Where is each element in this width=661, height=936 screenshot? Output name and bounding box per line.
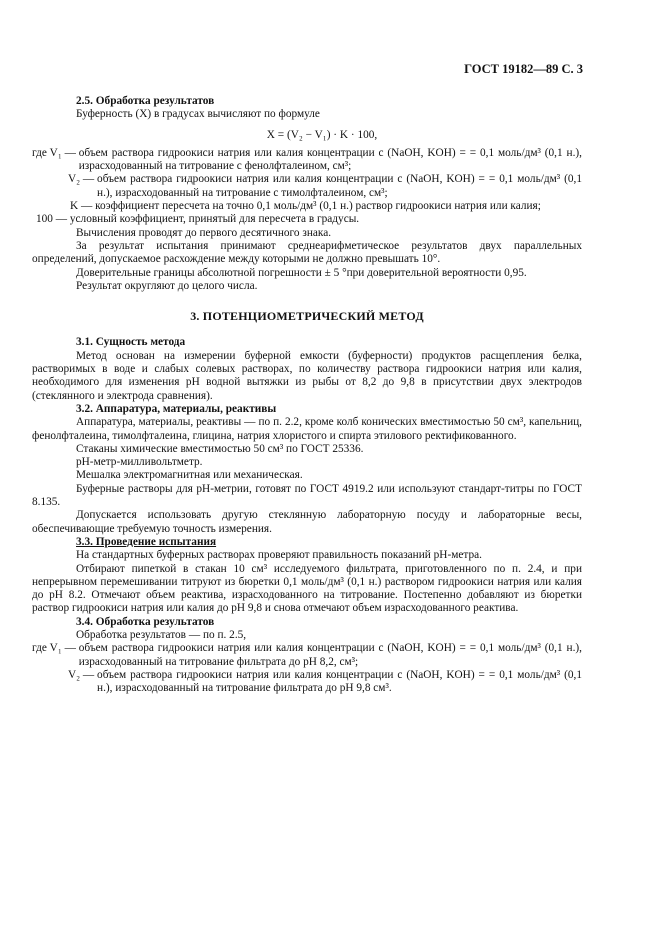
formula: X = (V₂ − V₁) · K · 100,	[266, 128, 378, 141]
paragraph: Стаканы химические вместимостью 50 см³ по ГОСТ 25336.	[76, 442, 364, 455]
definition-v1	[32, 147, 582, 174]
definition-text: объем раствора гидроокиси натрия или калия концентрации c (NaOH, KOH) = = 0,1 моль/дм³ (0,1 н.), израсходованный на титрование с тимолфталеином, см³;	[97, 173, 582, 199]
definition-label: где V₁ —	[32, 146, 79, 159]
definition-v2	[32, 669, 582, 696]
paragraph: Мешалка электромагнитная или механическая.	[76, 469, 303, 482]
section-3-title: 3. ПОТЕНЦИОМЕТРИЧЕСКИЙ МЕТОД	[190, 309, 424, 324]
definition-label: где V₁ —	[32, 642, 79, 655]
section-3-4-title: 3.4. Обработка результатов	[76, 615, 215, 628]
definition-100	[32, 213, 582, 226]
document-body	[32, 95, 582, 695]
section-3-2-title: 3.2. Аппаратура, материалы, реактивы	[76, 402, 277, 415]
formula-intro: Буферность (X) в градусах вычисляют по формуле	[76, 108, 320, 121]
paragraph: Обработка результатов — по п. 2.5,	[76, 628, 247, 641]
definition-label: V₂ —	[68, 173, 98, 186]
paragraph: Доверительные границы абсолютной погрешности ± 5 °при доверительной вероятности 0,95.	[76, 266, 527, 279]
definition-v2	[32, 173, 582, 200]
definition-label: 100 —	[36, 213, 70, 226]
paragraph: pH-метр-милливольтметр.	[76, 456, 203, 469]
paragraph: Буферные растворы для pH-метрии, готовят по ГОСТ 4919.2 или используют стандарт-титры по ГОСТ 8.135.	[32, 482, 582, 509]
definition-text: условный коэффициент, принятый для пересчета в градусы.	[69, 213, 360, 226]
paragraph: Вычисления проводят до первого десятичного знака.	[76, 226, 332, 239]
definition-text: объем раствора гидроокиси натрия или калия концентрации c (NaOH, KOH) = = 0,1 моль/дм³ (0,1 н.), израсходованный на титрование фильтрата до pH 8,2, см³;	[78, 642, 582, 668]
definition-text: коэффициент пересчета на точно 0,1 моль/дм³ (0,1 н.) раствор гидроокиси натрия или калия;	[95, 200, 541, 213]
paragraph: Метод основан на измерении буферной емкости (буферности) продуктов расщепления белка, растворимых в воде и слабых солевых растворах, по количеству раствора гидроокиси натрия или калия, необходимого для изменения pH водной вытяжки из рыбы от 8,2 до 9,8 в присутствии двух электродов (стеклянного и электрода сравнения).	[32, 349, 582, 402]
page-header: ГОСТ 19182—89 С. 3	[464, 62, 583, 76]
paragraph: Отбирают пипеткой в стакан 10 см³ исследуемого фильтрата, приготовленного по п. 2.4, и при непрерывном перемешивании титруют из бюретки 0,1 моль/дм³ (0,1 н.) раствором гидроокиси натрия или калия до pH 8.2. Отмечают объем реактива, израсходованного на титрование. Постепенно добавляют из бюретки раствор гидроокиси натрия или калия до pH 9,8 и снова отмечают объем израсходованного реактива.	[32, 562, 582, 615]
paragraph: На стандартных буферных растворах проверяют правильность показаний pH-метра.	[76, 549, 482, 562]
definition-k	[32, 200, 582, 213]
definition-text: объем раствора гидроокиси натрия или калия концентрации c (NaOH, KOH) = = 0,1 моль/дм³ (0,1 н.), израсходованный на титрование фильтрата до pH 9,8 см³.	[97, 668, 582, 695]
definition-label: K —	[70, 200, 96, 213]
paragraph: Аппаратура, материалы, реактивы — по п. 2.2, кроме колб конических вместимостью 50 см³, капельниц, фенолфталеина, тимолфталеина, глицина, натрия хлористого и спирта этилового ректификованного.	[32, 416, 582, 442]
definition-text: объем раствора гидроокиси натрия или калия концентрации c (NaOH, KOH) = = 0,1 моль/дм³ (0,1 н.), израсходованный на титрование с фенолфталеином, см³;	[78, 146, 582, 173]
paragraph: Допускается использовать другую стеклянную лабораторную посуду и лабораторные весы, обеспечивающие требуемую точность измерения.	[32, 509, 582, 535]
paragraph: Результат округляют до целого числа.	[76, 279, 258, 292]
section-3-1-title: 3.1. Сущность метода	[76, 336, 186, 349]
section-3-3-title: 3.3. Проведение испытания	[76, 535, 217, 548]
definition-label: V₂ —	[68, 668, 98, 681]
section-2-5-title: 2.5. Обработка результатов	[76, 95, 215, 107]
definition-v1	[32, 642, 582, 669]
paragraph: За результат испытания принимают среднеарифметическое результатов двух параллельных определений, допускаемое расхождение между которыми не должно превышать 10°.	[32, 239, 582, 266]
